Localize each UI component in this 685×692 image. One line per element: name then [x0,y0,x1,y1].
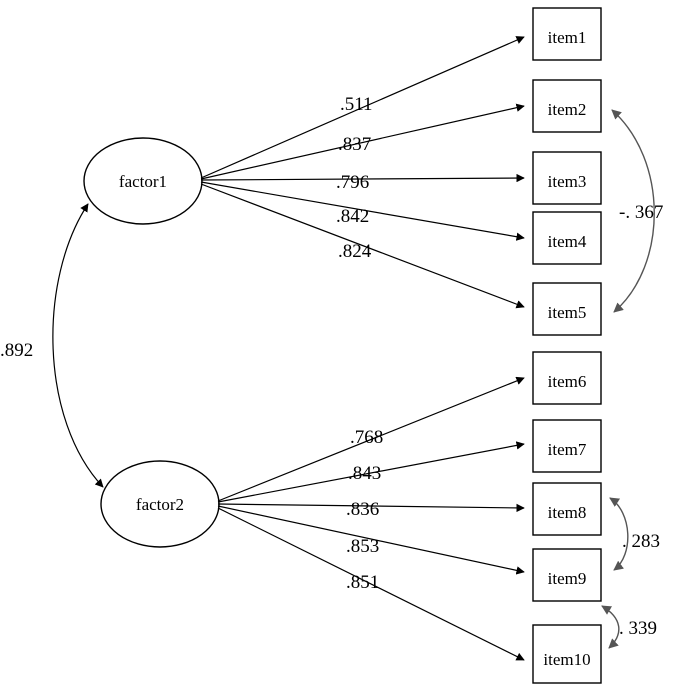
item-box-item1[interactable] [533,8,601,60]
covariance-label-item9-item10: . 339 [619,618,657,639]
item-box-label: item8 [547,503,587,522]
factor-node-factor2[interactable] [101,461,219,547]
loading-label-factor2-item6: .768 [350,427,384,448]
loading-label-factor1-item4: .842 [336,206,370,227]
loading-label-factor1-item5: .824 [338,241,372,262]
loading-label-factor2-item7: .843 [348,463,382,484]
item-box-label: item1 [547,28,587,47]
item-box-label: item6 [547,372,587,391]
factor-node-factor1[interactable] [84,138,202,224]
loading-label-factor2-item8: .836 [346,499,380,520]
item-box-label: item5 [547,303,587,322]
covariance-label-item2-item5: -. 367 [619,202,664,223]
item-box-item6[interactable] [533,352,601,404]
item-box-label: item9 [547,569,587,588]
item-box-item4[interactable] [533,212,601,264]
item-box-label: item3 [547,172,587,191]
factor-node-label: factor2 [135,495,185,514]
factor-node-label: factor1 [118,172,168,191]
loading-label-factor1-item1: .511 [340,94,373,115]
item-box-label: item10 [543,650,591,669]
item-box-label: item2 [547,100,587,119]
loading-label-factor1-item2: .837 [338,134,372,155]
item-box-label: item7 [547,440,587,459]
item-box-item5[interactable] [533,283,601,335]
item-box-item8[interactable] [533,483,601,535]
loading-label-factor2-item10: .851 [346,572,380,593]
covariance-curve-item9-item10 [602,606,619,648]
item-box-label: item4 [547,232,587,251]
covariance-curve-factor1-factor2 [53,204,103,487]
loading-label-factor1-item3: .796 [336,172,370,193]
item-box-item9[interactable] [533,549,601,601]
item-box-item2[interactable] [533,80,601,132]
item-box-item10[interactable] [533,625,601,683]
covariance-label-factor1-factor2: .892 [0,340,34,361]
item-box-item3[interactable] [533,152,601,204]
covariance-label-item8-item9: . 283 [622,531,660,552]
item-box-item7[interactable] [533,420,601,472]
loading-label-factor2-item9: .853 [346,536,380,557]
